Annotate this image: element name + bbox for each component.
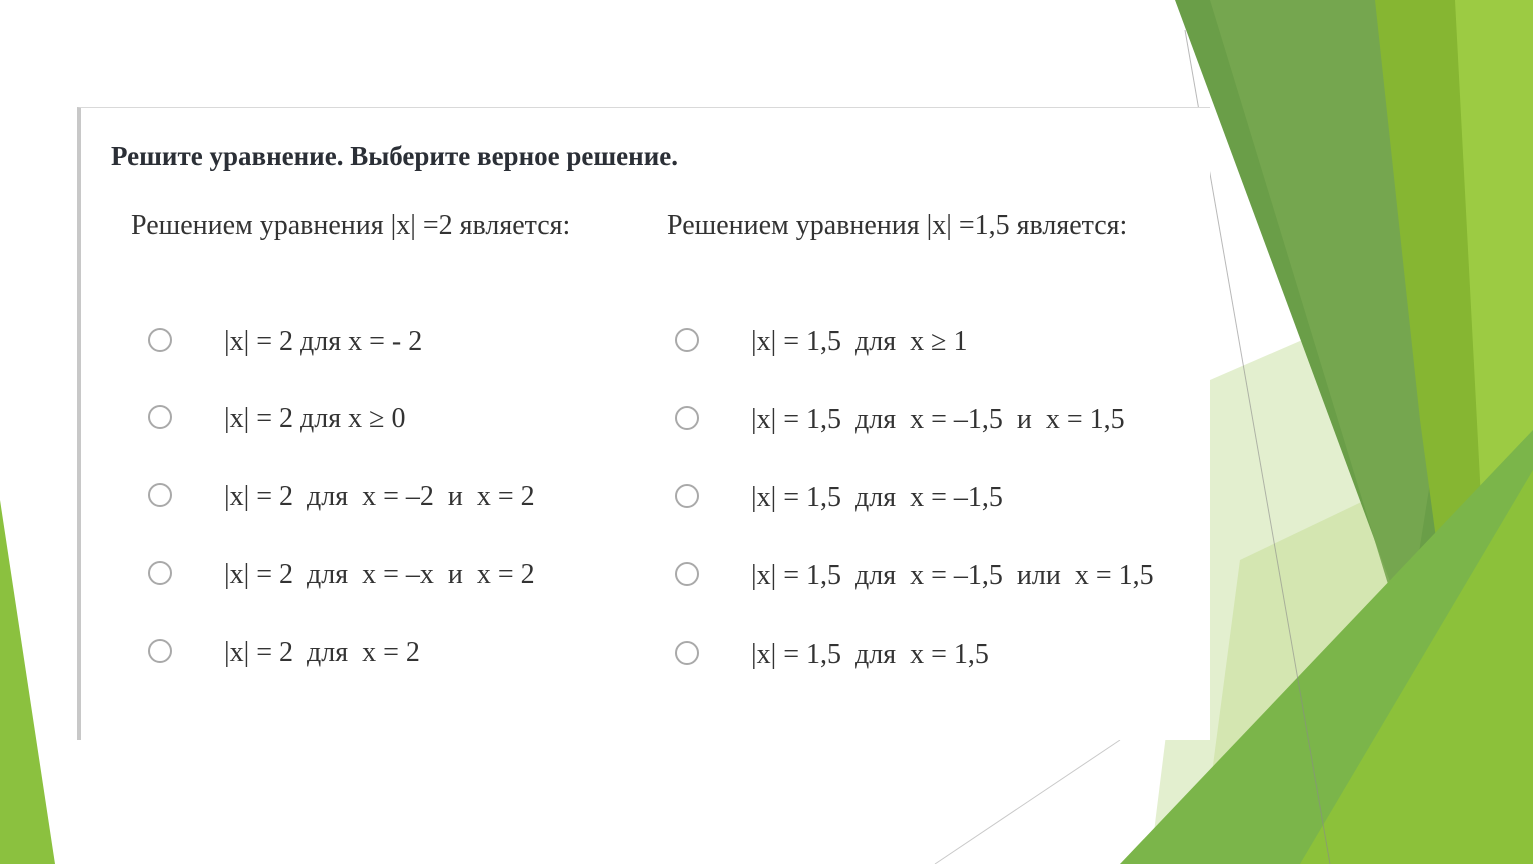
option-label: |x| = 1,5 для x = 1,5 [751, 639, 989, 670]
option-label: |x| = 2 для x = - 2 [224, 326, 423, 357]
right-question-heading: Решением уравнения |x| =1,5 является: [667, 210, 1128, 241]
option-label: |x| = 2 для x ≥ 0 [224, 403, 406, 434]
radio-button[interactable] [675, 328, 699, 352]
left-green-triangle [0, 500, 55, 864]
option-label: |x| = 1,5 для x = –1,5 или x = 1,5 [751, 560, 1154, 591]
radio-button[interactable] [148, 639, 172, 663]
right-option-1[interactable] [675, 326, 1155, 366]
question-title: Решите уравнение. Выберите верное решение. [111, 141, 678, 171]
right-option-4[interactable] [675, 560, 1155, 600]
quiz-card [77, 107, 1210, 740]
left-option-4[interactable] [148, 559, 628, 599]
radio-button[interactable] [148, 328, 172, 352]
radio-button[interactable] [675, 406, 699, 430]
left-question-heading: Решением уравнения |x| =2 является: [131, 210, 571, 241]
right-option-2[interactable] [675, 404, 1155, 444]
radio-button[interactable] [148, 483, 172, 507]
radio-button[interactable] [675, 484, 699, 508]
option-label: |x| = 2 для х = –x и x = 2 [224, 559, 535, 590]
option-label: |x| = 1,5 для x = –1,5 и x = 1,5 [751, 404, 1125, 435]
radio-button[interactable] [148, 561, 172, 585]
left-option-2[interactable] [148, 403, 628, 443]
option-label: |x| = 2 для x = 2 [224, 637, 420, 668]
left-option-3[interactable] [148, 481, 628, 521]
radio-button[interactable] [148, 405, 172, 429]
option-label: |x| = 1,5 для x = –1,5 [751, 482, 1003, 513]
thin-grey-line [935, 740, 1120, 864]
left-option-1[interactable] [148, 326, 628, 366]
right-option-5[interactable] [675, 639, 1155, 679]
option-label: |x| = 1,5 для x ≥ 1 [751, 326, 968, 357]
radio-button[interactable] [675, 562, 699, 586]
right-option-3[interactable] [675, 482, 1155, 522]
option-label: |x| = 2 для x = –2 и x = 2 [224, 481, 535, 512]
left-option-5[interactable] [148, 637, 628, 677]
radio-button[interactable] [675, 641, 699, 665]
